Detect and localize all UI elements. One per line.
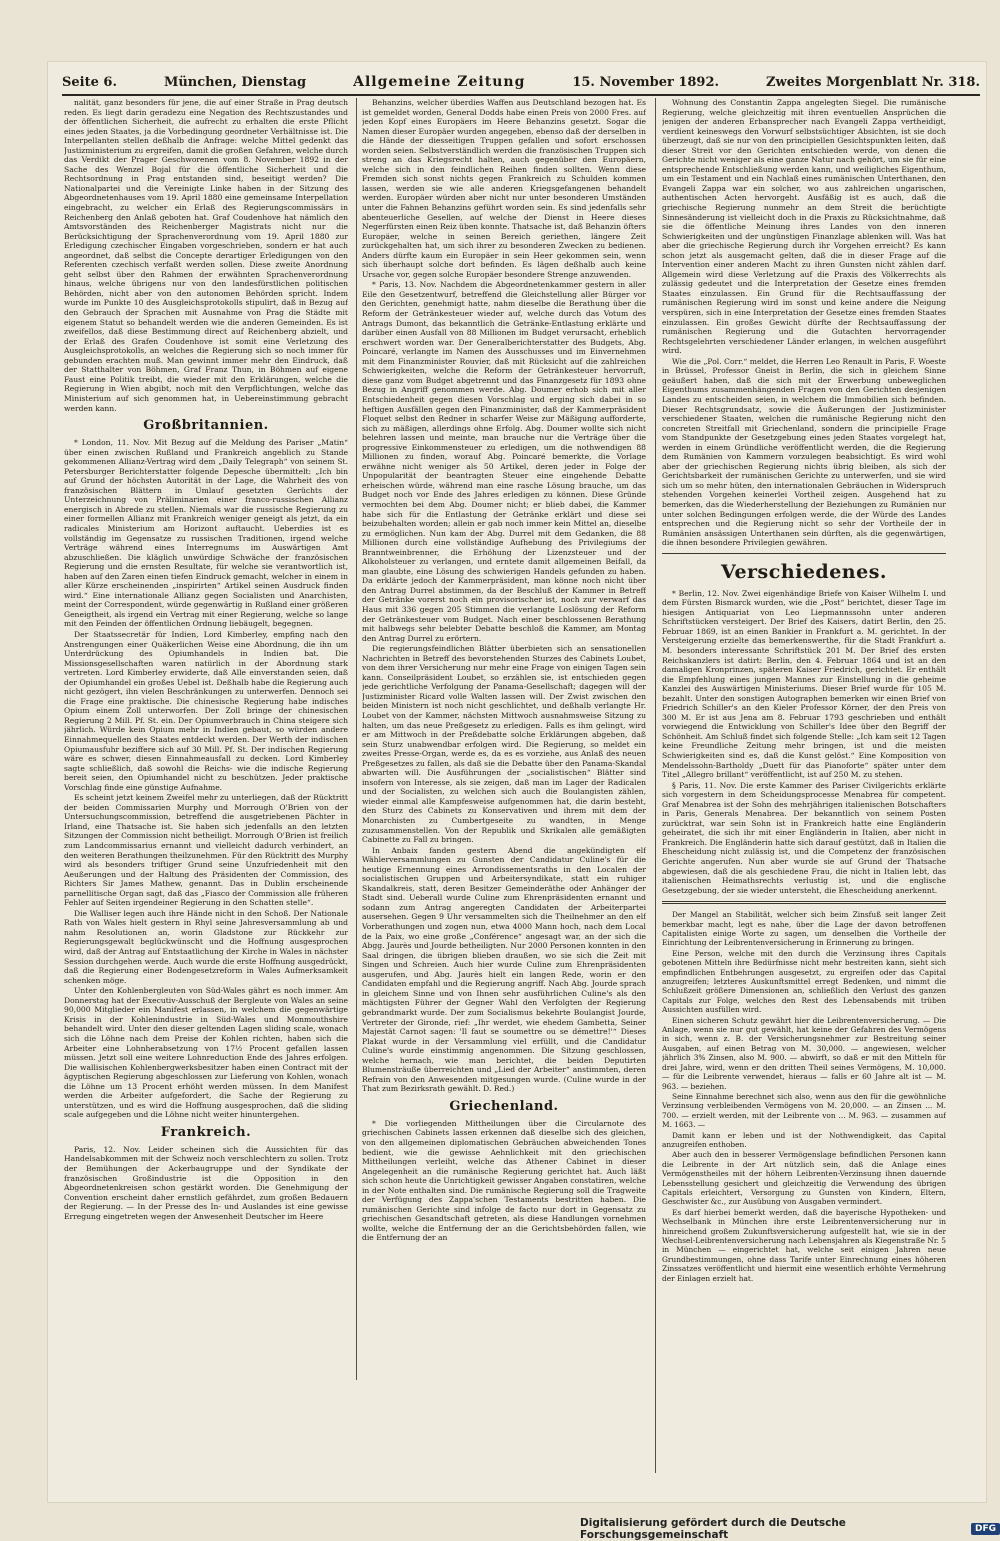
- article-paragraph: Wohnung des Constantin Zappa angelegten Siegel. Die rumänische Regierung, welche gleichzeitig mit ihren eventuellen Ansprüchen die jenigen der anderen Erbansprecher nach Evangeli Zappa vertheidigt, verdient keineswegs den Vorwurf selbstsüchtiger Absichten, ist sie doch überzeugt, daß sie nur von den principiellen Gesichtspunkten leiten, daß dieser Streit vor den Gerichten entschieden werde, von denen die Gerichte nicht weniger als eine ganze Natur nach gehört, um sie für eine entsprechende Entschließung werden kann, und weiligliches Eigenthum, um ein Testament und ein Nachlaß eines rumänischen Unterthanen, den Evangeli Zappa war ein solcher, wo aus zahlreichen ungarischen, authentischen Acten hervorgeht. Ausfäßig ist es auch, daß die griechische Regierung nunmehr an dem Streit die berüchtigte Sinnesänderung ist vielleicht doch in die Praxis zu Rücksichtnahme, daß sie die öffentliche Meinung ihres Landes von den inneren Schwierigkeiten und der ungünstigen Finanzlage ablenken will. Was hat aber die griechische Regierung durch ihr Vorgehen erreicht? Es kann schon jetzt als ausgemacht gelten, daß die in dieser Frage auf die Intervention einer anderen Macht zu ihren Gunsten nicht zählen darf. Allgemein wird diese Verletzung auf die Praxis des Völkerrechts als zulässig gedeutet und die Interpretation der Gesetze eines fremden Staates einzulassen. Ein Grund für die Rechtsauffassung der rumänischen Regierung wird im sonst und keine andere die Neigung verspüren, sich in eine Interpretation der Gesetze eines fremden Staates einzulassen. Ein großes Gewicht dürfte der Rechtsauffassung der rumänischen Regierung und die Gutachten hervorragender Rechtsgelehrten verschiedener Länder erlangen, in welchen ausgeführt wird.: [662, 98, 946, 356]
- section-heading-miscellaneous: Verschiedenes.: [720, 560, 888, 583]
- advertisement-leibrente: [662, 910, 946, 1283]
- section-heading-great-britain: Großbritannien.: [143, 418, 269, 434]
- masthead: [62, 70, 980, 96]
- page-number: Seite 6.: [62, 74, 117, 90]
- article-paragraph: * Die vorliegenden Mittheilungen über die Circularnote des griechischen Cabinets lassen erkennen daß dieselbe sich des gleichen, von den allgemeinen diplomatischen Gebräuchen abweichenden Tones bedient, wie die gewisse Aehnlichkeit mit den griechischen Mittheilungen verleiht, welche das Athener Cabinet in dieser Angelegenheit an die rumänische Regierung gerichtet hat. Auch läßt sich schon heute die Unrichtigkeit gewisser Angaben constatiren, welche in der Note enthalten sind. Die rumänische Regierung soll die Tragweite der Verfügung des Zappa'schen Testaments bestritten haben. Die rumänischen Gerichte sind infolge de facto nur dort in Gegensatz zu griechischen Gesandtschaft getreten, als diese Handlungen vornehmen wollte, welche die Entfernung der an die Gerichtsbehörden fallen, wie die Entfernung der an: [362, 1118, 646, 1243]
- dfg-logo-icon: DFG: [971, 1523, 1000, 1535]
- article-paragraph: * Paris, 13. Nov. Nachdem die Abgeordnetenkammer gestern in aller Eile den Gesetzentwurf, betreffend die Gleichstellung aller Bürger vor den Gerichten, genehmigt hatte, nahm dieselbe die Berathung über die Reform der Getränkesteuer wieder auf, welche durch das Votum des Antrags Dumont, das bekanntlich die Getränke-Entlastung erklärte und darüber einen Ausfall von 88 Millionen im Budget verursacht, erheblich erschwert worden war. Der Generalberichterstatter des Budgets, Abg. Poincaré, verlangte im Namen des Ausschusses und im Einvernehmen mit dem Finanzminister Rouvier, daß mit Rücksicht auf die zahlreichen Schwierigkeiten, welche die Reform der Getränkesteuer hervorruft, diese ganz vom Budget abgetrennt und das Finanzgesetz für 1893 ohne Bezug in Angriff genommen werde. Abg. Doumer erhob sich mit aller Entschiedenheit gegen diesen Vorschlag und erging sich dabei in so heftigen Ausfällen gegen den Finanzminister, daß der Kammerpräsident Floquet selbst den Redner in scharfer Weise zur Mäßigung aufforderte, sich zu mäßigen, allerdings ohne Erfolg. Abg. Doumer wollte sich nicht belehren lassen und meinte, man brauche nur die Verträge über die progressive Einkommensteuer zu erledigen, um die nothwendigen 88 Millionen zu finden, worauf Abg. Poincaré bemerkte, die Vorlage erwähne nicht weniger als 50 Artikel, deren jeder in Folge der Unpopularität der beantragten Steuer eine eingehende Debatte erheischen würde, während man eine rasche Lösung brauche, um das Budget noch vor Ende des Jahres erledigen zu können. Diese Gründe vermochten bei dem Abg. Doumer nicht; er blieb dabei, die Kammer habe sich für die Entlastung der Getränke erklärt und diese sei beizubehalten worden; allein er gab noch immer kein Mittel an, dieselbe zu ermöglichen. Nun kam der Abg. Durrel mit dem Gedanken, die 88 Millionen durch eine vollständige Aufhebung des Privilegiums der Branntweinbrenner, die Erhöhung der Lizenzsteuer und der Alkoholsteuer zu verlangen, und erntete damit allgemeinen Beifall, da man glaubte, eine Lösung des schwierigen Handels gefunden zu haben. Da erklärte jedoch der Kammerpräsident, man könne noch nicht über den Antrag Durrel abstimmen, da der Beschluß der Kammer in Betreff der Getränke vorerst noch ein provisorischer ist, noch zur verwarf das Haus mit 336 gegen 205 Stimmen die verlangte Loslösung der Reform der Getränkesteuer vom Budget. Nach einer beschlossenen Berathung mit halbwegs sehr belebter Debatte beschloß die Kammer, am Montag den Antrag Durrel zu erörtern.: [362, 280, 646, 643]
- column-rule: [356, 98, 357, 1380]
- ad-paragraph: Eine Person, welche mit den durch die Verzinsung ihres Capitals gebotenen Mitteln ihre Bedürfnisse nicht mehr bestreiten kann, sieht sich empfindlichen Entbehrungen ausgesetzt, zu ergreifen oder das Capital anzugreifen; letzteres Auskunftsmittel erregt Bedenken, und nimmt die Schlußzeit größere Dimensionen an, schließlich den Verlust des ganzen Capitals zur Folge, welches den Rest des Lebensabends mit trüben Aussichten ausfüllen wird.: [662, 948, 946, 1015]
- article-paragraph: In Anbaix fanden gestern Abend die angekündigten elf Wählerversammlungen zu Gunsten der Candidatur Culine's für die heutige Ernennung eines Arrondissementsraths in den Localen der socialistischen Gruppen und Arbeitersyndikate, statt ein ruhiger Skandalkreis, statt, deren Besitzer Gemeinderäthe oder Anhänger der Stadt sind. Ueberall wurde Culine zum Ehrenpräsidenten ernannt und sodann zum Antrag angeregten Candidaten der Arbeiterpartei ausersehen. Gegen 9 Uhr versammelten sich die Theilnehmer an den elf Vorberathungen und zogen nun, etwa 4000 Mann hoch, nach dem Local de la Paix, wo eine große „Conférence“ angesagt war, an der sich die Abgg. Jaurès und Jourde betheiligten. Nur 2000 Personen konnten in den Saal dringen, die übrigen blieben draußen, wo sie sich die Zeit mit Singen und Schreien. Auch hier wurde Culine zum Ehrenpräsidenten ausgerufen, und Abg. Jaurès hielt ein langen Rede, worin er den Candidaten empfahl und die Regierung angriff. Nach Abg. Jourde sprach in gleichem Sinne und von Ihnen sehr ausführlichen Culine's als den mächtigsten Führer der Gegner Wahl den Verfolgten der Regierung gebrandmarkt wurde. Der zum Socialismus bekehrte Boulangist Jourde, Vertreter der Gironde, rief: „Ihr werdet, wie ehedem Gambetta, Seiner Majestät Carnot sagen: 'Il faut se soumettre ou se démettre!'“ Dieses Plakat wurde in der Versammlung viel erfüllt, und die Candidatur Culine's wurde einstimmig angenommen. Die Sitzung geschlossen, welche hernach, wie man berichtet, die beiden Deputirten Blumensträuße überreichten und „Lied der Arbeiter“ anstimmten, deren Refrain von den Anwesenden mitgesungen wurde. (Culine wurde in der That zum Bezirksrath gewählt. D. Red.): [362, 845, 646, 1094]
- issue-date: 15. November 1892.: [572, 74, 720, 90]
- column-3: [662, 98, 946, 1473]
- column-2: [362, 98, 646, 1366]
- ad-paragraph: Aber auch den in besserer Vermögenslage befindlichen Personen kann die Leibrente in der Art nützlich sein, daß die Anlage eines Vermögenstheiles mit der höhern Leibrenten-Verzinsung ihnen dauernde Lebensstellung gesichert und gleichzeitig die Verwendung des übrigen Capitals erleichtert, Versorgung zu Gunsten von Kindern, Eltern, Geschwister &c., zur Ausübung von Ausgaben vermindert.: [662, 1150, 946, 1207]
- ad-paragraph: Es darf hierbei bemerkt werden, daß die bayerische Hypotheken- und Wechselbank in München ihre erste Leibrentenversicherung nur in hinreichend großem Zukunftsversicherung aufgestellt hat, wie sie in der Wechsel-Leibrentenversicherung nach Lebensjahren als Kiegenstraße Nr. 5 in München — eingerichtet hat, welche seit einigen Jahren neue Grundbestimmungen, ohne dass Tarife unter Einrechnung eines höheren Zinssatzes veröffentlicht und hiermit eine wesentlich erhöhte Vermehrung der Einlagen erzielt hat.: [662, 1207, 946, 1283]
- article-paragraph: * Berlin, 12. Nov. Zwei eigenhändige Briefe von Kaiser Wilhelm I. und dem Fürsten Bismarck wurden, wie die „Post“ berichtet, dieser Tage im hiesigen Antiquariat von Leo Liepmannssohn unter anderen Schriftstücken versteigert. Der Brief des Kaisers, datirt Berlin, den 25. Februar 1869, ist an einen Bankier in Frankfurt a. M. gerichtet. In der Versteigerung erzielte das bemerkenswerthe, für die Stadt Frankfurt a. M. besonders interessante Schriftstück 201 M. Der Brief des ersten Reichskanzlers ist datirt: Berlin, den 4. Februar 1864 und ist an den damaligen Kronprinzen, späteren Kaiser Friedrich, gerichtet. Er enthält die Empfehlung eines jungen Mannes zur Einstellung in die geheime Kanzlei des Auswärtigen Ministeriums. Dieser Brief wurde für 105 M. bezahlt. Unter den sonstigen Autographen bemerken wir einen Brief von Friedrich Schiller's an den Kieler Professor Körner, der den Preis von 300 M. Er ist aus Jena am 8. Februar 1793 geschrieben und enthält vorwiegend die Entwicklung von Schiller's Idee über den Begriff der Schönheit. Am Schluß findet sich folgende Stelle: „Ich kam seit 12 Tagen keine Freundliche Zeitung mehr bringen, ist und die meisten Schwierigkeiten sind es, daß die Kunst gelöst.“ Eine Komposition von Mendelssohn-Bartholdy „Duett für das Pianoforte“ später unter dem Titel „Allegro brillant“ veröffentlicht, ist auf 250 M. zu stehen.: [662, 588, 946, 780]
- divider: [662, 553, 946, 554]
- article-paragraph: Behanzins, welcher überdies Waffen aus Deutschland bezogen hat. Es ist gemeldet worden, General Dodds habe einen Preis von 2000 Fres. auf jeden Kopf eines Europäers im Heere Behanzins gesetzt. Sogar die Namen dieser Europäer wurden angegeben, ebenso daß der derselben in die Hände der diesseitigen Truppen gefallen und sofort erschossen worden seien. Selbstverständlich werden die französischen Truppen sich streng an das Kriegsrecht halten, auch gegenüber den Europäern, welche sich in den feindlichen Reihen finden sollten. Wenn diese Fremden sich sonst nichts gegen Frankreich zu Schulden kommen lassen, werden sie wie alle anderen Kriegsgefangenen behandelt werden. Europäer würden aber nicht nur unter besonderen Umständen unter die Fahnen Behanzins geführt worden sein. Es sind jedenfalls sehr abenteuerliche Gesellen, auf welche der Dienst in Heere dieses Negerfürsten einen Reiz üben konnte. Thatsache ist, daß Behanzin öfters Europäer, welche in seinen Bereich geriethen, längere Zeit zurückgehalten hat, um sich ihrer zu besonderen Zwecken zu bedienen. Anders dürfte kaum ein Europäer in sein Heer gekommen sein, wenn sich überhaupt solche dort befinden. Es lägen deßhalb auch keine Ursache vor, gegen solche Europäer besondere Strenge anzuwenden.: [362, 98, 646, 279]
- article-paragraph: Es scheint jetzt keinem Zweifel mehr zu unterliegen, daß der Rücktritt der beiden Commissarien Murphy und Morrough O'Brien von der Untersuchungscommission, betreffend die ausgetriebenen Pächter in Irland, eine Thatsache ist. Sie haben sich jedenfalls an den letzten Sitzungen der Commission nicht betheiligt. Morrough O'Brien ist freilich zum Landcommissarius ernannt und vielleicht dadurch verhindert, an den weiteren Berathungen theilzunehmen. Für den Rücktritt des Murphy wird als besonders triftiger Grund seine Unzufriedenheit mit den Aeußerungen und der Haltung des Präsidenten der Commission, des Richters Sir James Mathew, genannt. Das in Dublin erscheinende parnellitische Organ sagt, daß das „Fiasco der Commission alle früheren Fehler auf Seiten irgendeiner Regierung in den Schatten stelle“.: [64, 793, 348, 908]
- article-paragraph: Der Staatssecretär für Indien, Lord Kimberley, empfing nach den Anstrengungen einer Quäkerlichen Weise eine Abordnung, die ihn um Unterdrückung des Opiumhandels in Indien bat. Die Missionsgesellschaften waren natürlich in der Abordnung stark vertreten. Lord Kimberley erwiderte, daß Alle einverstanden seien, daß der Opiumhandel ein großes Uebel ist. Deßhalb habe die Regierung auch nicht gezögert, ihn vielen Beschränkungen zu unterwerfen. Dennoch sei die Frage eine praktische. Die chinesische Regierung habe indisches Opium einem Zoll unterworfen. Der Zoll bringe der chinesischen Regierung 2 Mill. Pf. St. ein. Der Opiumverbrauch in China steigere sich jährlich. Würde kein Opium mehr in Indien gebaut, so würden andere Einnahmequellen des Staates entdeckt werden. Der Werth der indischen Opiumausfuhr beziffere sich auf 30 Mill. Pf. St. Der indischen Regierung wäre es schwer, diesen Einnahmeausfall zu decken. Lord Kimberley sagte schließlich, daß sowohl die Reichs- wie die indische Regierung bereit seien, den Opiumhandel nicht zu beschützen. Jeder praktische Vorschlag finde eine günstige Aufnahme.: [64, 629, 348, 792]
- divider: [662, 901, 946, 904]
- section-heading-greece: Griechenland.: [449, 1098, 559, 1114]
- article-paragraph: Die Walliser legen auch ihre Hände nicht in den Schoß. Der Nationale Rath von Wales hielt gestern in Rhyl seine Jahresversammlung ab und nahm Resolutionen an, worin Gladstone zur Rückkehr zur Regierungsgewalt beglückwünscht und die Hoffnung ausgesprochen wird, daß der Antrag auf Entstaatlichung der Kirche in Wales in nächster Session durchgehen werde. Auch wurde die erste Hoffnung ausgedrückt, daß die Regierung einer Bodengesetzreform in Wales Aufmerksamkeit schenken möge.: [64, 908, 348, 985]
- article-paragraph: Wie die „Pol. Corr.“ meldet, die Herren Leo Renault in Paris, F. Woeste in Brüssel, Professor Gneist in Berlin, die sich in gleichem Sinne geäußert haben, daß die sich mit der Erwerbung unbeweglichen Eigenthums zusammenhängenden Fragen von den Gerichten desjenigen Landes zu entscheiden seien, in welchem die Immobilien sich befinden. Dieser Rechtsgrundsatz, sowie die Äußerungen der Justizminister verschiedener Staaten, welchen die rumänische Regierung nicht den concreten Streitfall mit Griechenland, sondern die principielle Frage vom Standpunkte der Gesetzgebung eines jeden Staates vorgelegt hat, werden in einem Gründliche veröffentlicht werden, die die Regierung dem Rumänien von Kammern vorzulegen beabsichtigt. Es wird wohl aber der griechischen Regierung nichts übrig bleiben, als sich der Gerichtsbarkeit der rumänischen Gerichte zu unterwerfen, und sie wird sich um so mehr hüten, den internationalen Gebräuchen in Widerspruch stehenden Vorgehen keinerlei Vortheil zeigen. Ausgehend hat zu bemerken, das die Wiederherstellung der Beziehungen zu Rumänien nur unter solchen Bedingungen erfolgen werde, die der Würde des Landes entsprechen und die Regierung nicht so sehr der Vortheile der in Rumänien ansässigen Unterthanen sein dürften, als die gegenwärtigen, die ihnen besondere Privilegien gewähren.: [662, 356, 946, 548]
- article-paragraph: Unter den Kohlenbergleuten von Süd-Wales gährt es noch immer. Am Donnerstag hat der Executiv-Ausschuß der Bergleute von Wales an seine 90,000 Mitglieder ein Manifest erlassen, in welchem die gegenwärtige Krisis in der Kohlenindustrie in Süd-Wales und Monmouthshire behandelt wird. Unter den dieser geltenden Lagen sliding scale, wonach sich die Löhne nach dem Preise der Kohlen richten, haben sich die Arbeiter eine Lohnherabsetzung von 17½ Procent gefallen lassen müssen. Jetzt soll eine weitere Lohnreduction Ende des Jahres erfolgen. Die wallisischen Kohlenbergwerksbesitzer haben einen Contract mit der ägyptischen Regierung abgeschlossen zur Lieferung von Kohlen, wonach die Löhne um 13 Procent erhöht werden müssen. In dem Manifest werden die Arbeiter aufgefordert, die Sache der Regierung zu unterstützen, und es wird die Hoffnung ausgesprochen, daß die sliding scale aufgegeben und die Löhne nicht weiter hinuntergehen.: [64, 986, 348, 1120]
- article-paragraph: * London, 11. Nov. Mit Bezug auf die Meldung des Pariser „Matin“ über einen zwischen Rußland und Frankreich angeblich zu Stande gekommenen Allianz-Vertrag wird dem „Daily Telegraph“ von seinem St. Petersburger Berichterstatter folgende Depesche übermittelt: „Ich bin auf Grund der höchsten Autorität in der Lage, die Wahrheit des von französischen Blättern in Umlauf gesetzten Gerüchts der Unterzeichnung von Präliminarien einer franco-russischen Allianz energisch in Abrede zu stellen. Niemals war die russische Regierung zu einer formellen Allianz mit Frankreich weniger geneigt als jetzt, da ein radicales Ministerium am Horizont auftaucht. Ueberdies ist es vollständig im Gegensatze zu russischen Traditionen, irgend welche Verträge während eines Interregnums im Auswärtigen Amt abzuschließen. Die kläglich unwürdige Schwäche der französischen Regierung und die ernsten Resultate, für welche sie verantwortlich ist, haben auf den Zaren einen tiefen Eindruck gemacht, welcher in einem in aller Kürze erscheinenden „inspirirten“ Artikel seinen Ausdruck finden wird.“ Eine internationale Allianz gegen Socialisten und Anarchisten, meint der Correspondent, würde gegenwärtig in Rußland einer größeren Geneigtheit, als irgend ein Vertrag mit einer Regierung, welche so lange mit den Feinden der öffentlichen Ordnung liebäugelt, begegnen.: [64, 438, 348, 629]
- ad-paragraph: Der Mangel an Stabilität, welcher sich beim Zinsfuß seit langer Zeit bemerkbar macht, legt es nahe, über die Lage der davon betroffenen Capitalisten einige Worte zu sagen, um denselben die Vortheile der Einrichtung der Leibrentenversicherung in Erinnerung zu bringen.: [662, 910, 946, 948]
- article-paragraph: nalität, ganz besonders für jene, die auf einer Straße in Prag deutsch reden. Es liegt darin geradezu eine Negation des Rechtszustandes und der öffentlichen Sicherheit, die aufrecht zu erhalten die erste Pflicht eines jeden Staates, ja die Vorbedingung geordneter Verhältnisse ist. Die Interpellanten stellen deßhalb die Anfrage: welche Mittel gedenkt das Justizministerium zu ergreifen, damit die großen Gefahren, welche durch das Verdikt der Prager Geschworenen vom 8. November 1892 in der Sache des Wenzel Bojal für die öffentliche Sicherheit und die Rechtsordnung in Prag entstanden sind, beseitigt werden? Die Nationalpartei und die Vereinigte Linke haben in der Sitzung des Abgeordnetenhauses vom 19. April 1880 eine gemeinsame Interpellation eingebracht, zu welcher ein Erlaß des Regierungscommissärs in Reichenberg den Anlaß geboten hat. Graf Coudenhove hat nämlich den Amtsvorständen des Reichenberger Magistrats nicht nur die Berücksichtigung der Sprachenverordnung vom 19. April 1880 zur Erledigung czechischer Eingaben vorgeschrieben, sondern er hat auch angeordnet, daß selbst die Concepte derartiger Erledigungen von den Referenten czechisch verfaßt werden sollen. Diese zweite Anordnung geht selbst über den Rahmen der erwähnten Sprachenverordnung hinaus, welche übrigens nur von den landesfürstlichen politischen Behörden, nicht aber von den autonomen Behörden spricht. Indem wurde im Punkte 10 des Ausgleichsprotokolls stipulirt, daß in Bezug auf den Gebrauch der Sprachen mit Ausnahme von Prag die Städte mit eigenem Statut so behandelt werden wie die anderen Gemeinden. Es ist zweifellos, daß diese Bestimmung direct auf Reichenberg abzielt, und der Erlaß des Grafen Coudenhove ist somit eine Verletzung des Ausgleichsprotokolls, an welches die Regierung sich so noch immer für gebunden erachten muß. Man gewinnt immer mehr den Eindruck, daß der Statthalter von Böhmen, Graf Franz Thun, in Böhmen auf eigene Faust eine Politik treibt, die wieder mit den Erklärungen, welche die Regierung in Wien abgibt, noch mit den Verpflichtungen, welche das Ministerium auf sich genommen hat, in Uebereinstimmung gebracht werden kann.: [64, 98, 348, 413]
- newspaper-title: Allgemeine Zeitung: [353, 74, 526, 90]
- ad-paragraph: Seine Einnahme berechnet sich also, wenn aus den für die gewöhnliche Verzinsung verbleibenden Vermögens von M. 20,000. — an Zinsen ... M. 700. — erzielt werden, mit der Leibrente von ... M. 963. — zusammen auf M. 1663. —: [662, 1091, 946, 1130]
- city-day: München, Dienstag: [163, 74, 307, 90]
- ad-paragraph: Damit kann er leben und ist der Nothwendigkeit, das Capital anzugreifen enthoben.: [662, 1130, 946, 1149]
- article-paragraph: Die regierungsfeindlichen Blätter überbieten sich an sensationellen Nachrichten in Betreff des bevorstehenden Sturzes des Cabinets Loubet, von dem ihrer Versicherung nur mehr eine Frage von einigen Tagen sein kann. Conseilpräsident Loubet, so erzählen sie, ist entschieden gegen jede gerichtliche Verfolgung der Panama-Gesellschaft; dagegen will der Justizminister Ricard volle Walten lassen will. Der Zwist zwischen den beiden Ministern ist noch nicht geschlichtet, und deßhalb verlangte Hr. Loubet von der Kammer, nächsten Mittwoch ausnahmsweise Sitzung zu halten, um das neue Preßgesetz zu erledigen. Falls es ihm gelingt, wird er am Mittwoch in der Preßdebatte solche Erklärungen abgeben, daß sein Sturz unabwendbar erfolgen wird. Die Regierung, so meldet ein zweites Presse-Organ, werde es, da es es vorziehe, aus Anlaß des neuen Preßgesetzes zu fallen, als daß sie die Debatte über den Panama-Skandal abwarten will. Die Ausführungen der „socialistischen“ Blätter sind insofern von Interesse, als sie zeigen, daß man im Lager der Radicalen und der Socialisten, zu welchen sich auch die Boulangisten zählen, wieder einmal alle Kampfesweise aufgenommen hat, die darin besteht, den Sturz des Cabinets zu Konservativen und ihrem mit dem der Monarchisten zu Cumbertgeseite zu wandten, in Menge zuzusammenstellen. Von der Republik und Skrikalen alle gemäßigten Cabinette zu Fall zu bringen.: [362, 644, 646, 845]
- section-heading-france: Frankreich.: [160, 1124, 252, 1140]
- article-paragraph: § Paris, 11. Nov. Die erste Kammer des Pariser Civilgerichts erklärte sich vorgestern in dem Scheidungsprocesse Menabrea für competent. Graf Menabrea ist der Sohn des mehrjährigen italienischen Botschafters in Paris, Generals Menabrea. Der bekanntlich von seinem Posten zurücktrat, war sein Sohn ist in Frankreich hatte eine Engländerin geheiratet, die sich ihr mit einer Engländerin in Italien, aber nicht in Frankreich. Die Engländerin hatte sich darauf gestützt, daß in Italien die Ehescheidung nicht zulässig ist, und die Competenz der französischen Gerichte angerufen. Nun aber wurde sie auf Grund der Thatsache abgewiesen, daß die als geschiedene Frau, die nicht in Italien lebt, das italienischen Heimathsrechts verlustig ist, und die englische Gesetzgebung, der sie wieder untersteht, die Ehescheidung anerkennt.: [662, 780, 946, 895]
- column-rule: [655, 98, 656, 1473]
- credit-text: Digitalisierung gefördert durch die Deutsche Forschungsgemeinschaft: [580, 1517, 846, 1541]
- article-paragraph: Paris, 12. Nov. Leider scheinen sich die Aussichten für das Handelsabkommen mit der Schweiz noch verschlechtern zu sollen. Trotz der Bemühungen der Ackerbaugruppe und der Syndikate der französischen Großindustrie ist die Opposition in den Abgeordnetenkreisen schon gestärkt worden. Die Genehmigung der Convention erscheint daher ernstlich gefährdet, zum großen Bedauern der Regierung. — In der Presse des In- und Auslandes ist eine gewisse Erregung eingetreten wegen der Anwesenheit Deutscher im Heere: [64, 1144, 348, 1221]
- digitization-credit: [580, 1517, 1000, 1541]
- edition-number: Zweites Morgenblatt Nr. 318.: [766, 74, 980, 90]
- ad-paragraph: Einen sicheren Schutz gewährt hier die Leibrentenversicherung. — Die Anlage, wenn sie nur gut gewählt, hat keine der Gefahren des Vermögens in sich, wenn z. B. der Versicherungsnehmer zur Bestreitung seiner Ausgaben, auf einen Betrag von M. 30,000. — angewiesen, welcher jährlich 3% Zinsen, also M. 900. — abwirft, so daß er mit den Mitteln für drei Jahre, wird, wenn er den dritten Theil seines Vermögens, M. 10,000. — für die Leibrente verwendet, hieraus — falls er 60 Jahre alt ist — M. 963. — beziehen.: [662, 1015, 946, 1091]
- column-1: [64, 98, 348, 1380]
